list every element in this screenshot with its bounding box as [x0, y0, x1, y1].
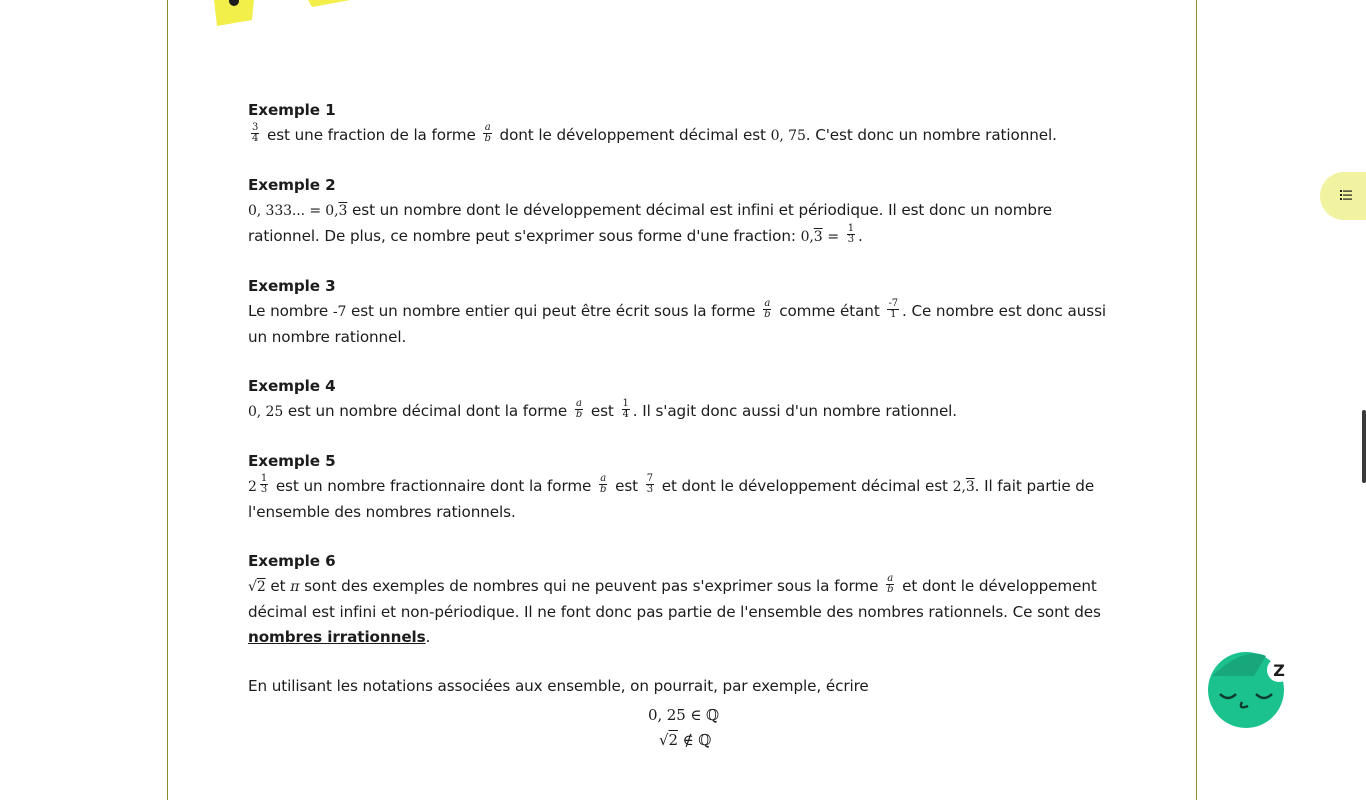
fraction-1-3: $\frac{1}{3}$: [260, 473, 268, 495]
example-body: [248, 574, 1123, 650]
fraction-a-b: $\frac{a}{b}$: [484, 122, 491, 144]
math-value: 0,: [800, 229, 814, 245]
fraction-1-4: $\frac{1}{4}$: [622, 398, 629, 420]
math-repeating-digit: 3: [338, 203, 348, 219]
sleeping-mascot-icon: [1204, 646, 1288, 732]
fraction-a-b: $\frac{a}{b}$: [764, 298, 771, 320]
math-value: -7: [332, 304, 347, 320]
scrollbar-thumb[interactable]: [1362, 410, 1366, 483]
assistant-mascot-button[interactable]: [1204, 646, 1288, 736]
math-value: 0, 333... = 0,: [248, 203, 339, 219]
example-3: [248, 274, 1123, 350]
example-6: [248, 549, 1123, 650]
example-title: Exemple 1: [248, 101, 336, 119]
fraction-a-b: $\frac{a}{b}$: [575, 398, 583, 420]
example-text: sont des exemples de nombres qui ne peuvent pas s'exprimer sous la forme: [304, 577, 879, 595]
example-title: Exemple 6: [248, 552, 336, 570]
irrational-numbers-link[interactable]: nombres irrationnels: [248, 628, 426, 646]
example-title: Exemple 2: [248, 176, 336, 194]
fraction-a-b: $\frac{a}{b}$: [600, 473, 607, 495]
example-text: est: [615, 477, 638, 495]
example-text: est un nombre décimal dont la forme: [287, 402, 568, 420]
math-repeating-digit: 3: [965, 479, 975, 495]
example-title: Exemple 4: [248, 377, 336, 395]
example-text: . C'est donc un nombre rationnel.: [805, 126, 1057, 144]
example-text: et: [270, 577, 286, 595]
example-text: et dont le développement décimal est: [661, 477, 948, 495]
example-text: Le nombre: [248, 302, 329, 320]
math-equals: =: [827, 229, 839, 245]
sqrt-2: √2: [248, 579, 266, 595]
list-icon: [1340, 190, 1352, 200]
example-text: est une fraction de la forme: [267, 126, 476, 144]
fraction-neg7-1: $\frac{-7}{1}$: [888, 298, 898, 320]
example-body: [248, 299, 1123, 350]
math-value: 0, 75: [770, 128, 806, 144]
example-text: est un nombre entier qui peut être écrit sous la forme: [351, 302, 756, 320]
table-of-contents-button[interactable]: [1320, 172, 1366, 220]
fraction-1-3: $\frac{1}{3}$: [847, 223, 854, 245]
fraction-3-4: $\frac{3}{4}$: [252, 122, 259, 144]
math-repeating-digit: 3: [813, 229, 823, 245]
example-text: . Il s'agit donc aussi d'un nombre rationnel.: [632, 402, 958, 420]
notation-line-1: 0, 25 ∈ ℚ: [648, 706, 719, 724]
example-body: [248, 123, 1123, 149]
math-pi: π: [290, 579, 300, 595]
fraction-a-b: $\frac{a}{b}$: [887, 573, 894, 595]
example-text: . Il fait partie de l'ensemble des nombres rationnels.: [248, 477, 1095, 521]
example-text: est un nombre fractionnaire dont la forme: [275, 477, 592, 495]
math-value: 2: [248, 479, 257, 495]
example-4: [248, 374, 1123, 425]
examples-content: [248, 98, 1123, 753]
example-body: [248, 198, 1123, 250]
example-text: .: [857, 227, 863, 245]
example-text: est un nombre dont le développement décimal est infini et périodique. Il est donc un nombre rationnel. De plus, ce nombre peut s'exprimer sous forme d'une fraction:: [248, 201, 1053, 245]
example-1: [248, 98, 1123, 149]
example-text: .: [425, 628, 431, 646]
example-title: Exemple 3: [248, 277, 336, 295]
notation-display: [248, 703, 1123, 753]
example-text: . Ce nombre est donc aussi un nombre rationnel.: [248, 302, 1107, 346]
example-text: est: [590, 402, 614, 420]
math-value: 2,: [952, 479, 966, 495]
math-value: 0, 25: [248, 404, 284, 420]
sleep-badge: Z: [1273, 661, 1285, 680]
example-text: et dont le développement décimal est infini et non-périodique. Il ne font donc pas partie de l'ensemble des nombres rationnels. Ce sont des: [248, 577, 1101, 621]
example-body: [248, 474, 1123, 525]
sticky-note-decoration: [168, 0, 368, 40]
example-2: [248, 173, 1123, 250]
notation-intro: En utilisant les notations associées aux ensemble, on pourrait, par exemple, écrire: [248, 677, 869, 695]
fraction-7-3: $\frac{7}{3}$: [646, 473, 653, 495]
notation-line-2: √2 ∉ ℚ: [659, 731, 712, 749]
example-text: comme étant: [779, 302, 880, 320]
example-body: [248, 399, 1123, 425]
example-title: Exemple 5: [248, 452, 336, 470]
example-5: [248, 449, 1123, 525]
example-text: dont le développement décimal est: [499, 126, 766, 144]
